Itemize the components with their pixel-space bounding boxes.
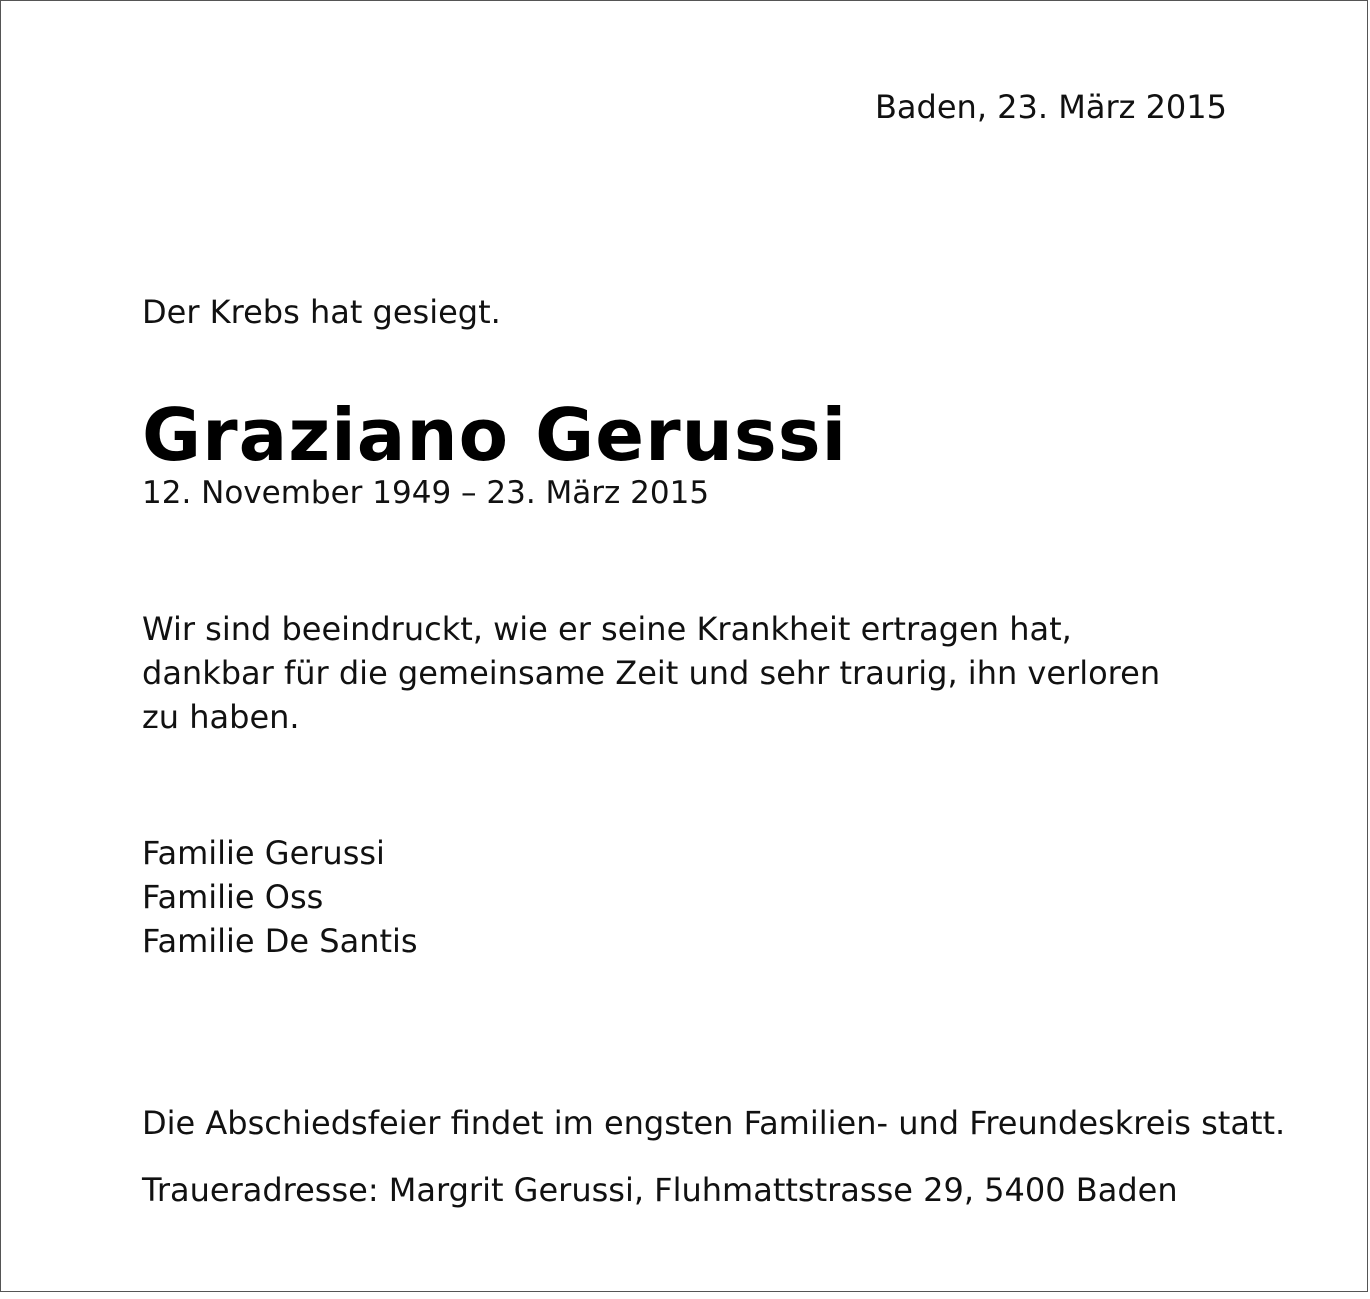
- family-name: Familie Gerussi: [142, 834, 385, 872]
- message-line: Wir sind beeindruckt, wie er seine Krankheit ertragen hat,: [142, 610, 1072, 648]
- family-name: Familie Oss: [142, 878, 324, 916]
- deceased-name: Graziano Gerussi: [142, 393, 848, 477]
- message-line: zu haben.: [142, 698, 300, 736]
- ceremony-note: Die Abschiedsfeier findet im engsten Familien- und Freundeskreis statt.: [142, 1104, 1286, 1142]
- place-and-date: Baden, 23. März 2015: [874, 88, 1227, 126]
- life-dates: 12. November 1949 – 23. März 2015: [142, 475, 710, 511]
- condolence-message: [142, 607, 1160, 739]
- mourning-families: [142, 831, 418, 963]
- mourning-address: Traueradresse: Margrit Gerussi, Fluhmattstrasse 29, 5400 Baden: [142, 1171, 1178, 1209]
- intro-line: Der Krebs hat gesiegt.: [142, 293, 501, 331]
- family-name: Familie De Santis: [142, 922, 418, 960]
- message-line: dankbar für die gemeinsame Zeit und sehr traurig, ihn verloren: [142, 654, 1161, 692]
